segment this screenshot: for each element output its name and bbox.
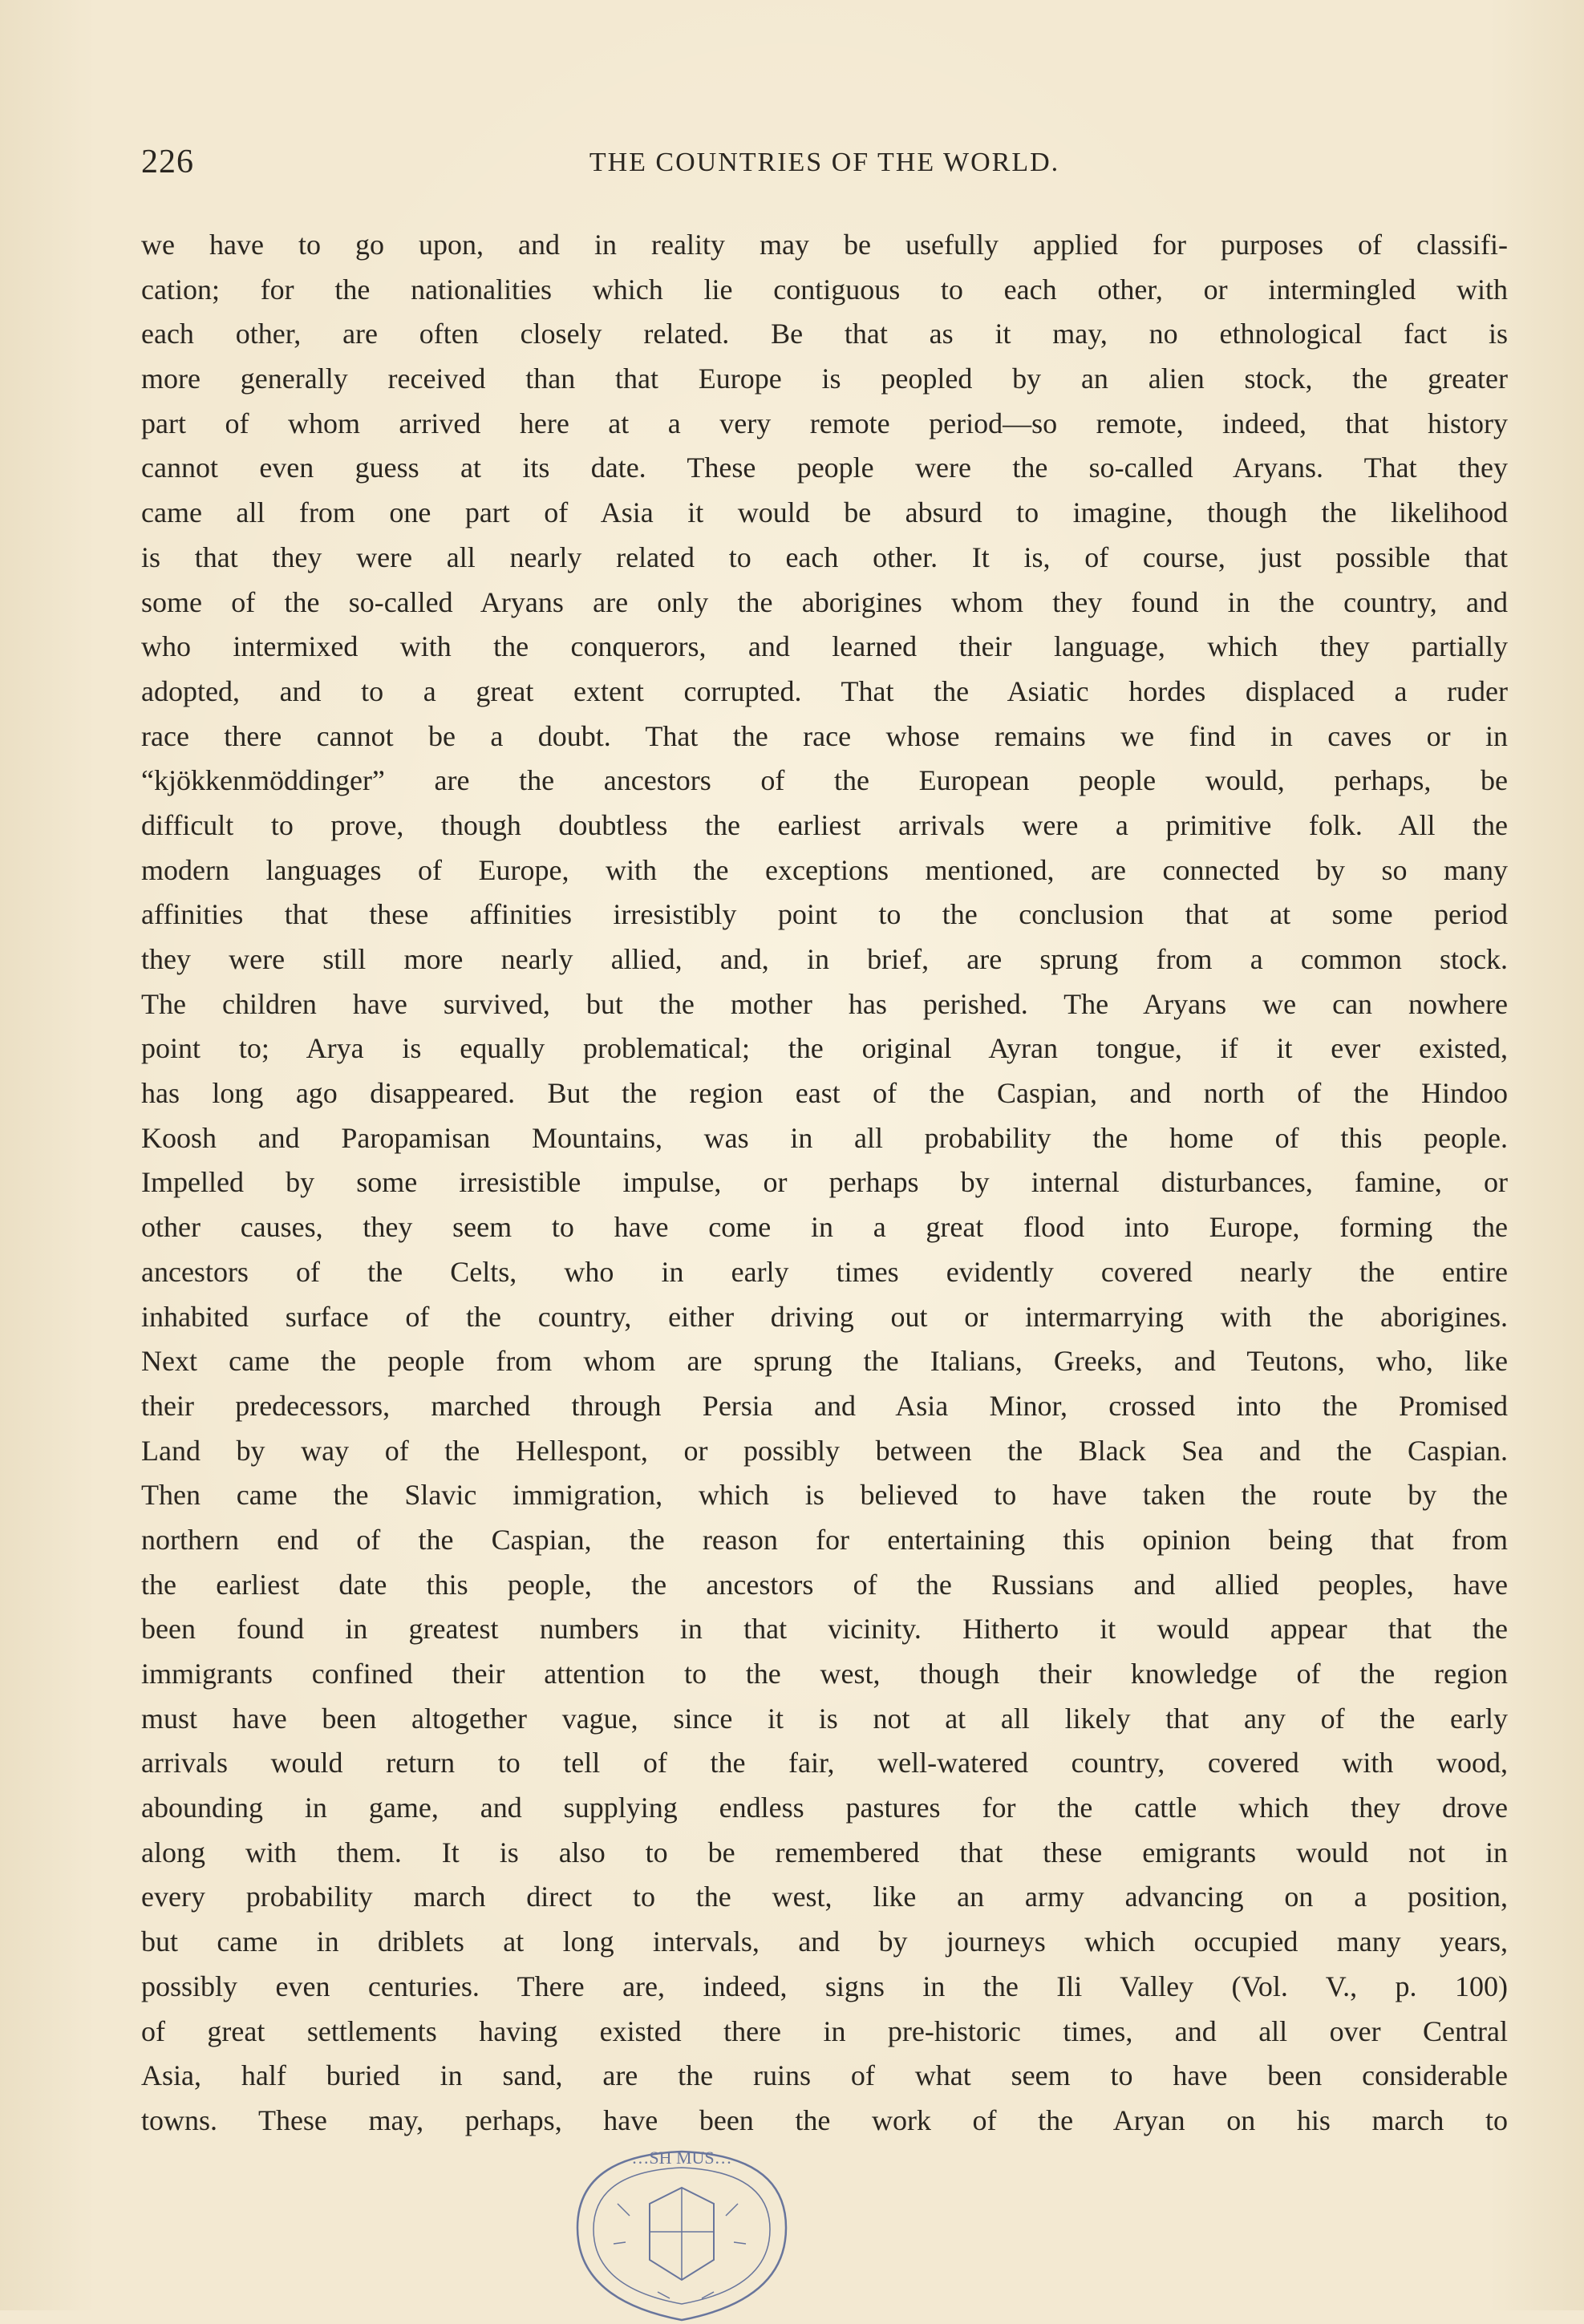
page-number: 226 bbox=[141, 144, 194, 180]
running-head: THE COUNTRIES OF THE WORLD. bbox=[589, 148, 1060, 177]
text-line: some of the so-called Aryans are only the aborigines whom they found in the country, and bbox=[141, 585, 1508, 618]
text-line: arrivals would return to tell of the fair, well-watered country, covered with wood, bbox=[141, 1747, 1508, 1779]
text-line: immigrants confined their attention to the west, though their knowledge of the region bbox=[141, 1658, 1508, 1690]
text-line: Asia, half buried in sand, are the ruins of what seem to have been considerable bbox=[141, 2059, 1508, 2092]
text-line: is that they were all nearly related to each other. It is, of course, just possible that bbox=[141, 541, 1508, 573]
text-line: difficult to prove, though doubtless the earliest arrivals were a primitive folk. All the bbox=[141, 808, 1508, 841]
text-line: race there cannot be a doubt. That the race whose remains we find in caves or in bbox=[141, 719, 1508, 752]
text-line: been found in greatest numbers in that vicinity. Hitherto it would appear that the bbox=[141, 1613, 1508, 1646]
text-line: Next came the people from whom are sprung the Italians, Greeks, and Teutons, who, like bbox=[141, 1345, 1508, 1378]
text-line: more generally received than that Europe is peopled by an alien stock, the greater bbox=[141, 362, 1508, 395]
body-paragraph bbox=[141, 223, 1508, 2144]
text-line: affinities that these affinities irresistibly point to the conclusion that at some period bbox=[141, 898, 1508, 931]
text-line: modern languages of Europe, with the exceptions mentioned, are connected by so many bbox=[141, 853, 1508, 886]
text-line: towns. These may, perhaps, have been the work of the Aryan on his march to bbox=[141, 2103, 1508, 2136]
text-line: each other, are often closely related. Be that as it may, no ethnological fact is bbox=[141, 318, 1508, 350]
text-line: other causes, they seem to have come in a great flood into Europe, forming the bbox=[141, 1211, 1508, 1244]
text-line: along with them. It is also to be remembered that these emigrants would not in bbox=[141, 1836, 1508, 1869]
text-line: point to; Arya is equally problematical; the original Ayran tongue, if it ever existed, bbox=[141, 1032, 1508, 1065]
text-line: came all from one part of Asia it would be absurd to imagine, though the likelihood bbox=[141, 496, 1508, 529]
text-line: they were still more nearly allied, and, in brief, are sprung from a common stock. bbox=[141, 943, 1508, 975]
text-line: Then came the Slavic immigration, which is believed to have taken the route by the bbox=[141, 1479, 1508, 1512]
text-line: adopted, and to a great extent corrupted. That the Asiatic hordes displaced a ruder bbox=[141, 674, 1508, 707]
text-line: their predecessors, marched through Persia and Asia Minor, crossed into the Promised bbox=[141, 1389, 1508, 1422]
text-line: Land by way of the Hellespont, or possibly between the Black Sea and the Caspian. bbox=[141, 1434, 1508, 1467]
library-stamp bbox=[561, 2140, 802, 2324]
text-line: but came in driblets at long intervals, and by journeys which occupied many years, bbox=[141, 1925, 1508, 1958]
text-line: has long ago disappeared. But the region east of the Caspian, and north of the Hindoo bbox=[141, 1077, 1508, 1110]
page-header bbox=[141, 143, 1508, 191]
text-line: of great settlements having existed there in pre-historic times, and all over Central bbox=[141, 2014, 1508, 2047]
stamp-text: …SH MUS… bbox=[631, 2148, 732, 2168]
text-line: ancestors of the Celts, who in early times evidently covered nearly the entire bbox=[141, 1255, 1508, 1288]
text-line: “kjökkenmöddinger” are the ancestors of the European people would, perhaps, be bbox=[141, 764, 1508, 797]
text-line: cation; for the nationalities which lie contiguous to each other, or intermingled with bbox=[141, 273, 1508, 306]
stamp-ornaments bbox=[614, 2204, 746, 2298]
text-line: we have to go upon, and in reality may be usefully applied for purposes of classifi- bbox=[141, 229, 1508, 261]
text-line: the earliest date this people, the ancestors of the Russians and allied peoples, have bbox=[141, 1568, 1508, 1601]
text-line: Impelled by some irresistible impulse, or perhaps by internal disturbances, famine, or bbox=[141, 1166, 1508, 1199]
text-line: northern end of the Caspian, the reason for entertaining this opinion being that from bbox=[141, 1523, 1508, 1556]
text-line: abounding in game, and supplying endless pastures for the cattle which they drove bbox=[141, 1792, 1508, 1824]
text-line: cannot even guess at its date. These people were the so-called Aryans. That they bbox=[141, 451, 1508, 484]
text-line: every probability march direct to the west, like an army advancing on a position, bbox=[141, 1881, 1508, 1913]
text-line: who intermixed with the conquerors, and learned their language, which they partially bbox=[141, 630, 1508, 663]
text-line: possibly even centuries. There are, indeed, signs in the Ili Valley (Vol. V., p. 100) bbox=[141, 1970, 1508, 2002]
text-line: inhabited surface of the country, either driving out or intermarrying with the aborigines. bbox=[141, 1300, 1508, 1333]
text-line: must have been altogether vague, since it is not at all likely that any of the early bbox=[141, 1702, 1508, 1735]
text-line: part of whom arrived here at a very remote period—so remote, indeed, that history bbox=[141, 407, 1508, 439]
text-line: The children have survived, but the mother has perished. The Aryans we can nowhere bbox=[141, 987, 1508, 1020]
text-line: Koosh and Paropamisan Mountains, was in all probability the home of this people. bbox=[141, 1121, 1508, 1154]
